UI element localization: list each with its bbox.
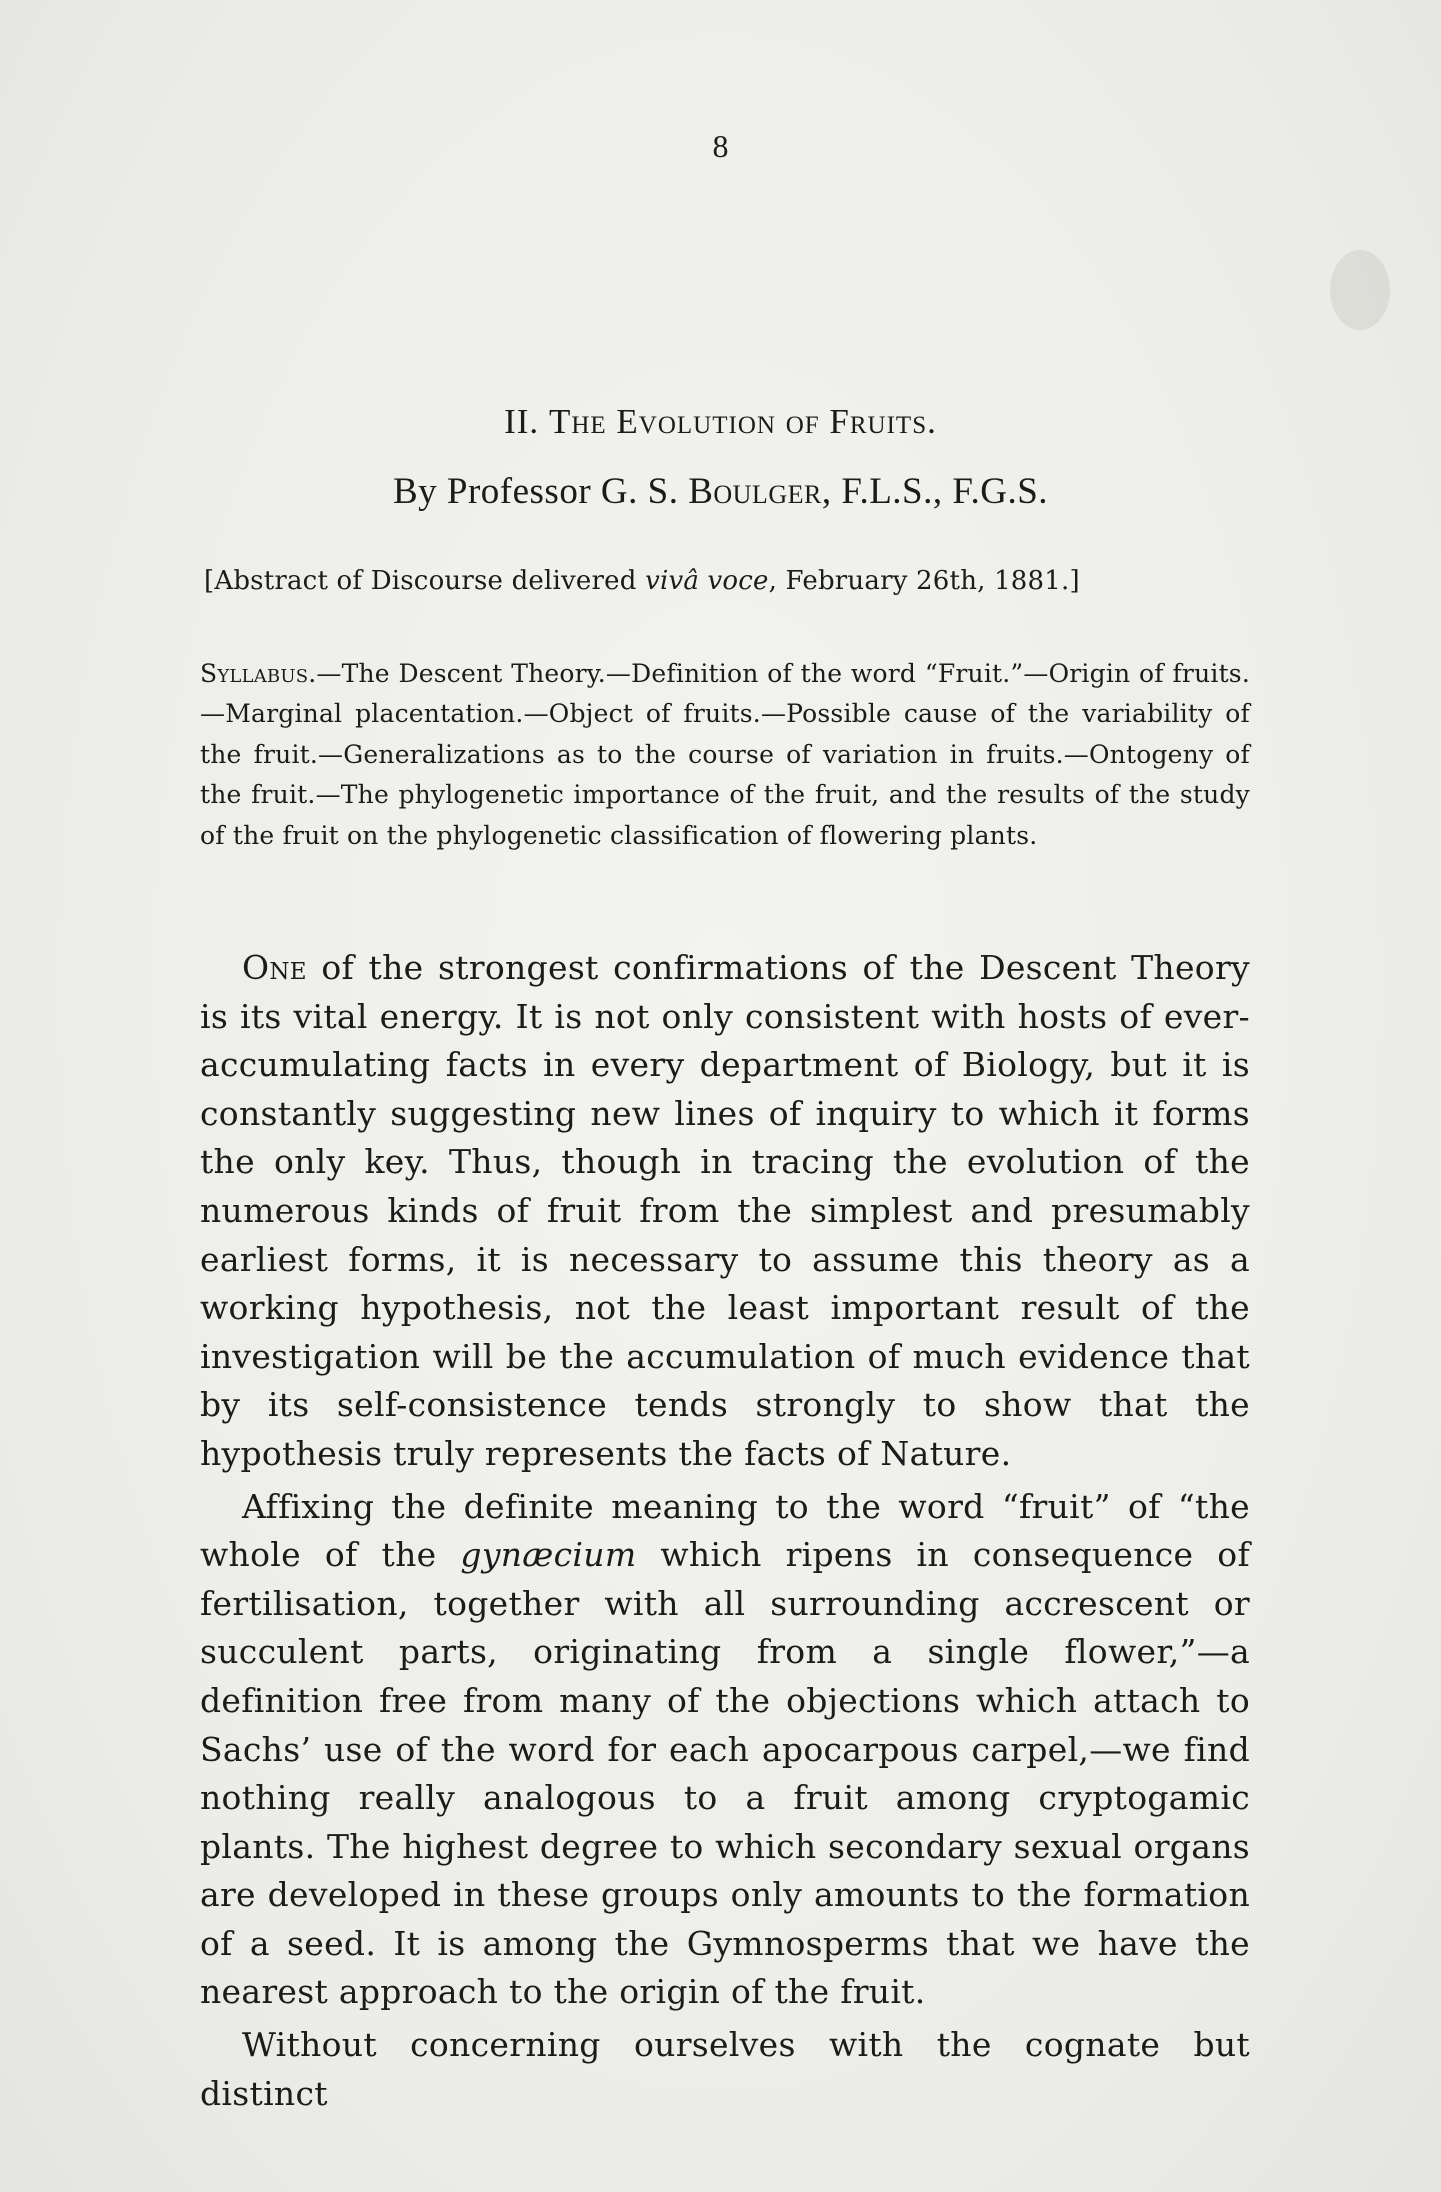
- byline-prefix: By Professor G. S.: [392, 471, 679, 512]
- paragraph-lead-word: One: [242, 948, 307, 987]
- title-word: Fruits.: [829, 402, 937, 441]
- paragraph-text: of the strongest confirmations of the Descent Theory is its vital energy. It is not only consistent with hosts of ever-accumulating facts in every department of Biology, but it is constantly suggesting new lines of inquiry to which it forms the only key. Thus, though in tracing the evolution of the numerous kinds of fruit from the simplest and presumably earliest forms, it is necessary to assume this theory as a working hypothesis, not the least important result of the investigation will be the accumulation of much evidence that by its self-consistence tends strongly to show that the hypothesis truly represents the facts of Nature.: [200, 948, 1250, 1473]
- paragraph-text: Affixing the definite meaning to the word “fruit” of “the whole of the: [200, 1486, 1250, 1575]
- paragraph: [200, 2021, 1250, 2118]
- paper-stain: [1330, 250, 1390, 330]
- paragraph-italic: gynæcium: [460, 1535, 637, 1575]
- title-word: of: [785, 402, 820, 441]
- title-word: The: [548, 402, 607, 441]
- syllabus-label: Syllabus: [200, 659, 309, 688]
- abstract-note-text: [Abstract of Discourse delivered: [204, 566, 637, 596]
- paragraph-text: which ripens in consequence of fertilisation, together with all surrounding accrescent or succulent parts, originating from a single flower,”—a definition free from many of the objections which attach to Sachs’ use of the word for each apocarpous carpel,—we find nothing really analogous to a fruit among cryptogamic plants. The highest degree to which secondary sexual organs are developed in these groups only amounts to the formation of a seed. It is among the Gymnosperms that we have the nearest approach to the origin of the fruit.: [200, 1535, 1250, 2012]
- page-number: 8: [712, 128, 729, 164]
- abstract-note: [204, 566, 1244, 596]
- byline-suffix: , F.L.S., F.G.S.: [821, 471, 1049, 512]
- syllabus-text: .—The Descent Theory.—Definition of the word “Fruit.”—Origin of fruits.—Marginal placentation.—Object of fruits.—Possible cause of the variability of the fruit.—Generalizations as to the course of variation in fruits.—Ontogeny of the fruit.—The phylogenetic importance of the fruit, and the results of the study of the fruit on the phylogenetic classification of flowering plants.: [200, 659, 1250, 850]
- abstract-note-italic: vivâ voce: [645, 566, 769, 596]
- title-word: Evolution: [616, 402, 776, 441]
- article-number: II.: [504, 402, 540, 441]
- paragraph: [200, 1483, 1250, 2018]
- article-heading: [0, 402, 1441, 442]
- author-name: Boulger: [688, 471, 822, 512]
- body-text: [200, 944, 1250, 2122]
- abstract-note-date: , February 26th, 1881.]: [768, 566, 1080, 596]
- paragraph-text: Without concerning ourselves with the cognate but distinct: [200, 2025, 1250, 2113]
- paragraph: [200, 944, 1250, 1479]
- syllabus: [200, 654, 1250, 856]
- author-byline: [0, 470, 1441, 513]
